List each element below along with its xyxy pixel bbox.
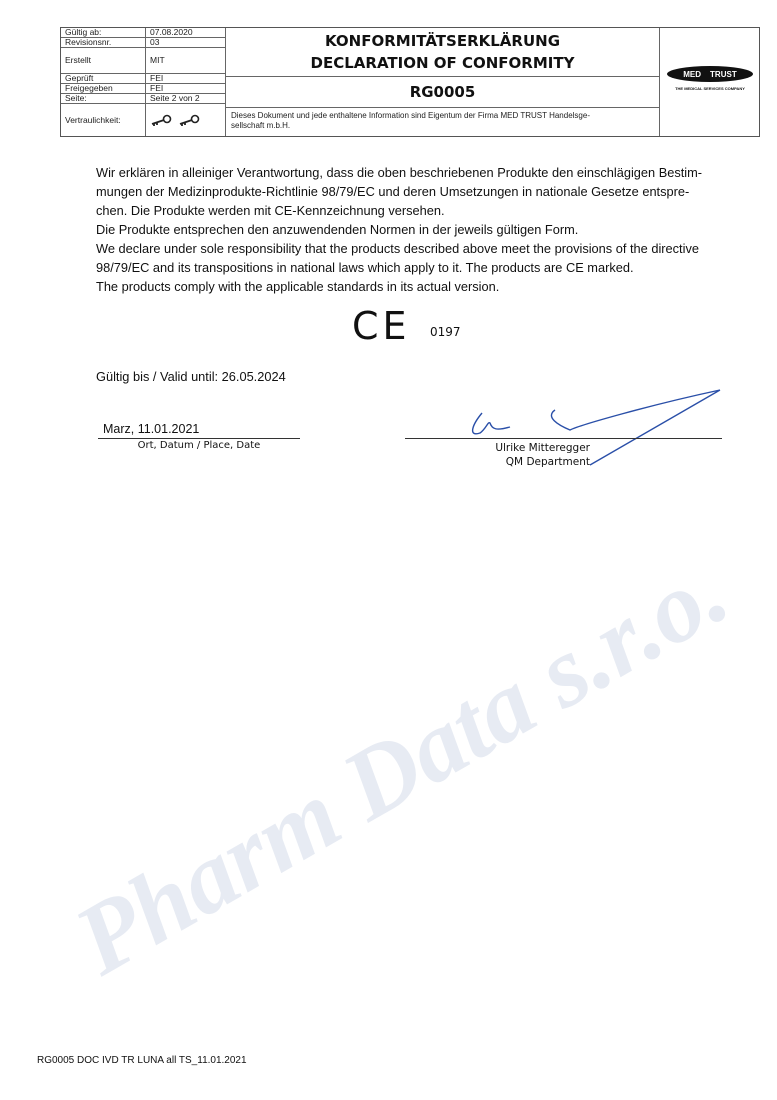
value-created: MIT (146, 48, 226, 74)
place-date: Marz, 11.01.2021 (103, 422, 200, 436)
logo-tagline: THE MEDICAL SERVICES COMPANY (675, 86, 745, 91)
key-icon (150, 114, 172, 126)
text-line: mungen der Medizinprodukte-Richtlinie 98/79/EC und deren Umsetzungen in nationale Gesetze entspre- (96, 184, 690, 199)
notified-body-number: 0197 (430, 325, 461, 339)
logo-text: TRUST (710, 69, 737, 79)
text-line: We declare under sole responsibility that the products described above meet the provisions of the directive (96, 241, 699, 256)
value-checked: FEI (146, 74, 226, 84)
logo-text: MED (683, 69, 702, 79)
title-english: DECLARATION OF CONFORMITY (310, 54, 575, 72)
key-icon (178, 114, 200, 126)
label-checked: Geprüft (61, 74, 146, 84)
document-id: RG0005 (409, 83, 476, 101)
place-date-label: Ort, Datum / Place, Date (137, 440, 261, 451)
signature-line (405, 438, 722, 439)
label-valid-from: Gültig ab: (61, 28, 146, 38)
text-line: chen. Die Produkte werden mit CE-Kennzeichnung versehen. (96, 203, 445, 218)
label-confidentiality: Vertraulichkeit: (61, 104, 146, 136)
notice-line: Dieses Dokument und jede enthaltene Information sind Eigentum der Firma MED TRUST Handelsge- (231, 111, 590, 120)
text-line: 98/79/EC and its transpositions in national laws which apply to it. The products are CE marked. (96, 260, 634, 275)
valid-until: Gültig bis / Valid until: 26.05.2024 (96, 369, 286, 384)
title-german: KONFORMITÄTSERKLÄRUNG (324, 32, 561, 50)
notice-line: sellschaft m.b.H. (231, 121, 291, 130)
value-valid-from: 07.08.2020 (146, 28, 226, 38)
signatory-department: QM Department (505, 456, 590, 468)
label-created: Erstellt (61, 48, 146, 74)
ce-mark: CE (352, 304, 411, 348)
confidentiality-keys (146, 104, 226, 136)
declaration-text (96, 163, 702, 296)
divider (226, 76, 659, 77)
med-trust-logo (663, 60, 757, 100)
value-page: Seite 2 von 2 (146, 94, 226, 104)
ownership-notice (231, 111, 657, 131)
label-revision: Revisionsnr. (61, 38, 146, 48)
divider (226, 107, 659, 108)
footer-reference: RG0005 DOC IVD TR LUNA all TS_11.01.2021 (37, 1055, 247, 1066)
text-line: Die Produkte entsprechen den anzuwendenden Normen in der jeweils gültigen Form. (96, 222, 579, 237)
divider (659, 28, 660, 136)
text-line: The products comply with the applicable standards in its actual version. (96, 279, 500, 294)
place-date-line (98, 438, 300, 439)
signatory-name: Ulrike Mitteregger (495, 442, 590, 454)
label-approved: Freigegeben (61, 84, 146, 94)
value-approved: FEI (146, 84, 226, 94)
watermark: Pharm Data s.r.o. (57, 534, 746, 996)
label-page: Seite: (61, 94, 146, 104)
text-line: Wir erklären in alleiniger Verantwortung, dass die oben beschriebenen Produkte den einschlägigen Bestim- (96, 165, 703, 180)
signatory (470, 441, 590, 469)
value-revision: 03 (146, 38, 226, 48)
document-header-table (60, 27, 760, 137)
